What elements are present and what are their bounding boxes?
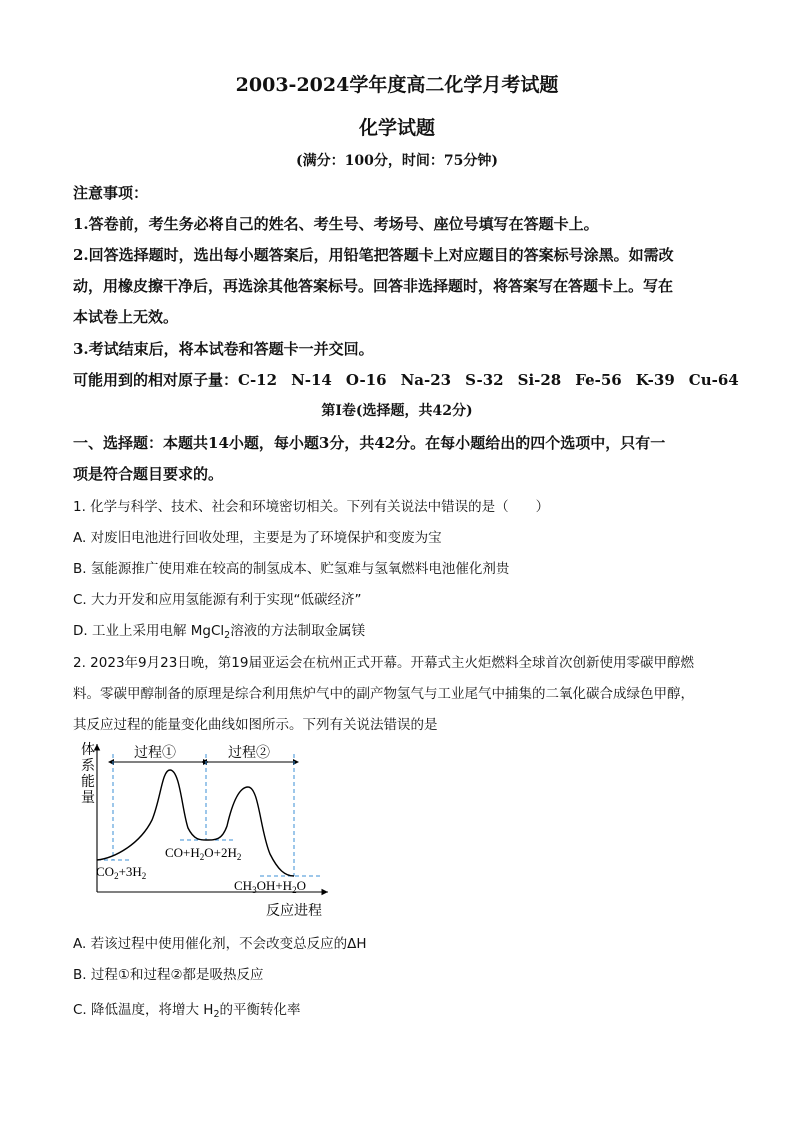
x-axis-label: 反应进程 (266, 904, 322, 919)
end-state-label: $CH_3OH+H_2O$ (234, 878, 306, 895)
intermediate-state-label: $CO+H_2O+2H_2$ (165, 845, 242, 862)
q2-stem-line3: 其反应过程的能量变化曲线如图所示。下列有关说法错误的是 (73, 717, 438, 733)
q2-option-c (73, 998, 300, 1018)
atomic-mass: O-16 (345, 371, 387, 389)
atomic-mass: S-32 (465, 371, 504, 389)
y-axis-label-char: 体 (81, 743, 95, 758)
process-2-label: 过程② (228, 746, 270, 761)
atomic-mass: N-14 (291, 371, 332, 389)
y-axis-label-char: 量 (81, 791, 95, 806)
section-title: 第Ⅰ卷(选择题，共42分) (321, 403, 473, 419)
atomic-mass: Fe-56 (575, 371, 622, 389)
page-title: 2003-2024学年度高二化学月考试题 (235, 74, 559, 96)
q1-stem: 1. 化学与科学、技术、社会和环境密切相关。下列有关说法中错误的是（ ） (73, 499, 550, 515)
y-axis-label-char: 系 (81, 759, 95, 774)
score-time: (满分：100分，时间：75分钟) (296, 153, 498, 169)
q2-option-c-suffix: 的平衡转化率 (219, 1002, 301, 1018)
q2-option-c-prefix: C. 降低温度，将增大 H (73, 1002, 214, 1018)
atomic-mass: C-12 (238, 371, 278, 389)
process-1-label: 过程① (134, 746, 176, 761)
section-instruction-line1: 一、选择题：本题共14小题，每小题3分，共42分。在每小题给出的四个选项中，只有一 (73, 434, 666, 452)
subscript: 2 (224, 630, 231, 641)
notice-heading: 注意事项： (73, 184, 149, 202)
notice-item-1: 1.答卷前，考生务必将自己的姓名、考生号、考场号、座位号填写在答题卡上。 (73, 215, 599, 233)
atomic-masses (73, 369, 739, 390)
atomic-masses-label: 可能用到的相对原子量： (73, 371, 239, 389)
y-axis-label-char: 能 (81, 775, 95, 790)
section-instruction-line2: 项是符合题目要求的。 (73, 465, 224, 483)
q2-option-b: B. 过程①和过程②都是吸热反应 (73, 967, 264, 983)
atomic-mass: K-39 (635, 371, 675, 389)
start-state-label: $CO_2+3H_2$ (96, 864, 147, 881)
atomic-mass: Si-28 (517, 371, 562, 389)
energy-diagram (70, 740, 340, 920)
q1-option-d-prefix: D. 工业上采用电解 MgCl (73, 623, 225, 639)
atomic-mass: Na-23 (400, 371, 452, 389)
q2-stem-line2: 料。零碳甲醇制备的原理是综合利用焦炉气中的副产物氢气与工业尾气中捕集的二氧化碳合成绿色甲醇， (73, 686, 694, 702)
q1-option-b: B. 氢能源推广使用难在较高的制氢成本、贮氢难与氢氧燃料电池催化剂贵 (73, 561, 510, 577)
notice-item-3: 3.考试结束后，将本试卷和答题卡一并交回。 (73, 340, 374, 358)
atomic-mass: Cu-64 (688, 371, 739, 389)
q1-option-c: C. 大力开发和应用氢能源有利于实现“低碳经济” (73, 592, 362, 608)
q1-option-d (73, 619, 365, 639)
q1-option-d-suffix: 溶液的方法制取金属镁 (230, 623, 366, 639)
page-subtitle: 化学试题 (358, 117, 435, 139)
notice-item-2-line1: 2.回答选择题时，选出每小题答案后，用铅笔把答题卡上对应题目的答案标号涂黑。如需改 (73, 246, 674, 264)
q2-option-a: A. 若该过程中使用催化剂，不会改变总反应的ΔH (73, 936, 367, 952)
notice-item-2-line3: 本试卷上无效。 (73, 308, 179, 326)
q1-option-a: A. 对废旧电池进行回收处理，主要是为了环境保护和变废为宝 (73, 530, 442, 546)
notice-item-2-line2: 动，用橡皮擦干净后，再选涂其他答案标号。回答非选择题时，将答案写在答题卡上。写在 (73, 277, 674, 295)
q2-stem-line1: 2. 2023年9月23日晚，第19届亚运会在杭州正式开幕。开幕式主火炬燃料全球首次创新使用零碳甲醇燃 (73, 655, 694, 671)
subscript: 2 (213, 1009, 220, 1020)
